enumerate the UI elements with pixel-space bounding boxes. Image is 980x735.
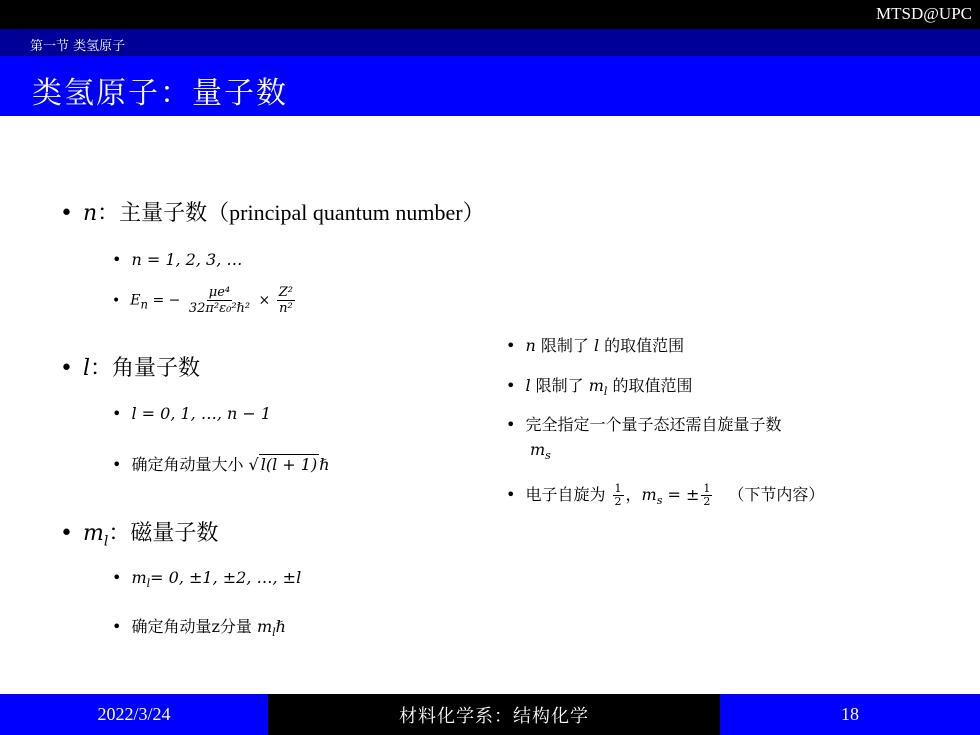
top-black-bar: [0, 0, 980, 29]
z-fraction: $\frac{\text{Z²}}{\text{n²}}$: [278, 285, 293, 316]
right-bullet-3-ms: $m_s$: [530, 440, 551, 463]
n-english: principal quantum number: [229, 200, 463, 225]
right-bullet-2: • l 限制了 $m_l$ 的取值范围: [506, 376, 693, 399]
symbol-n: n: [82, 201, 98, 226]
footer-date: 2022/3/24: [0, 694, 268, 735]
bullet-ml: • $m_l$：磁量子数: [60, 521, 219, 550]
bullet-dot-icon: •: [506, 376, 516, 395]
ml-z-component: • 确定角动量z分量 $m_l\hbar$: [112, 617, 286, 640]
right-bullet-3: • 完全指定一个量子态还需自旋量子数: [506, 415, 782, 434]
n-label: ：主量子数（: [97, 201, 230, 226]
bullet-dot-icon: •: [506, 415, 516, 434]
bullet-dot-icon: •: [506, 336, 516, 355]
title-bar: [0, 56, 980, 116]
bullet-dot-icon: •: [112, 568, 122, 587]
bullet-n: [60, 196, 485, 227]
brand-label: MTSD@UPC: [876, 4, 972, 23]
sqrt-icon: √: [248, 455, 259, 474]
bullet-dot-icon: •: [112, 292, 121, 309]
n-values: • n = 1, 2, 3, …: [112, 250, 243, 269]
right-bullet-1: • n 限制了 l 的取值范围: [506, 336, 685, 355]
right-bullet-4: • 电子自旋为 $\frac{1}{2}$ ，$m_s$ = ± $\frac{1}{2}$ （下节内容）: [506, 482, 825, 508]
slide-title: 类氢原子：量子数: [32, 76, 288, 111]
section-title: 第一节 类氢原子: [30, 39, 126, 54]
half-fraction-2: $\frac{1}{2}$: [703, 482, 711, 508]
footer-dept: 材料化学系：结构化学: [268, 694, 720, 735]
bullet-dot-icon: •: [112, 404, 122, 423]
section-bar: [0, 29, 980, 56]
bullet-dot-icon: •: [112, 455, 122, 474]
footer-page-number: 18: [720, 694, 980, 735]
energy-formula: • $E_n$ = − $\frac{\text{μe⁴}}{\text{32π²ε₀²ℏ²}}$ × $\frac{\text{Z²}}{\text{n²}}$: [112, 285, 293, 316]
footer: [0, 694, 980, 735]
bullet-dot-icon: •: [506, 485, 516, 504]
energy-fraction: $\frac{\text{μe⁴}}{\text{32π²ε₀²ℏ²}}$: [188, 285, 251, 316]
bullet-dot-icon: •: [60, 356, 73, 381]
l-magnitude: • 确定角动量大小 √ l(l + 1) ℏ: [112, 455, 330, 474]
bullet-l: • l：角量子数: [60, 356, 201, 381]
bullet-dot-icon: •: [112, 250, 122, 269]
half-fraction: $\frac{1}{2}$: [614, 482, 622, 508]
l-values: • l = 0, 1, …, n − 1: [112, 404, 272, 423]
bullet-dot-icon: •: [60, 521, 73, 546]
bullet-dot-icon: •: [112, 617, 122, 636]
bullet-dot-icon: •: [60, 201, 73, 226]
n-close: ）: [462, 201, 485, 226]
ml-values: • $m_l= 0$, ±1, ±2, …, ±l: [112, 568, 302, 591]
